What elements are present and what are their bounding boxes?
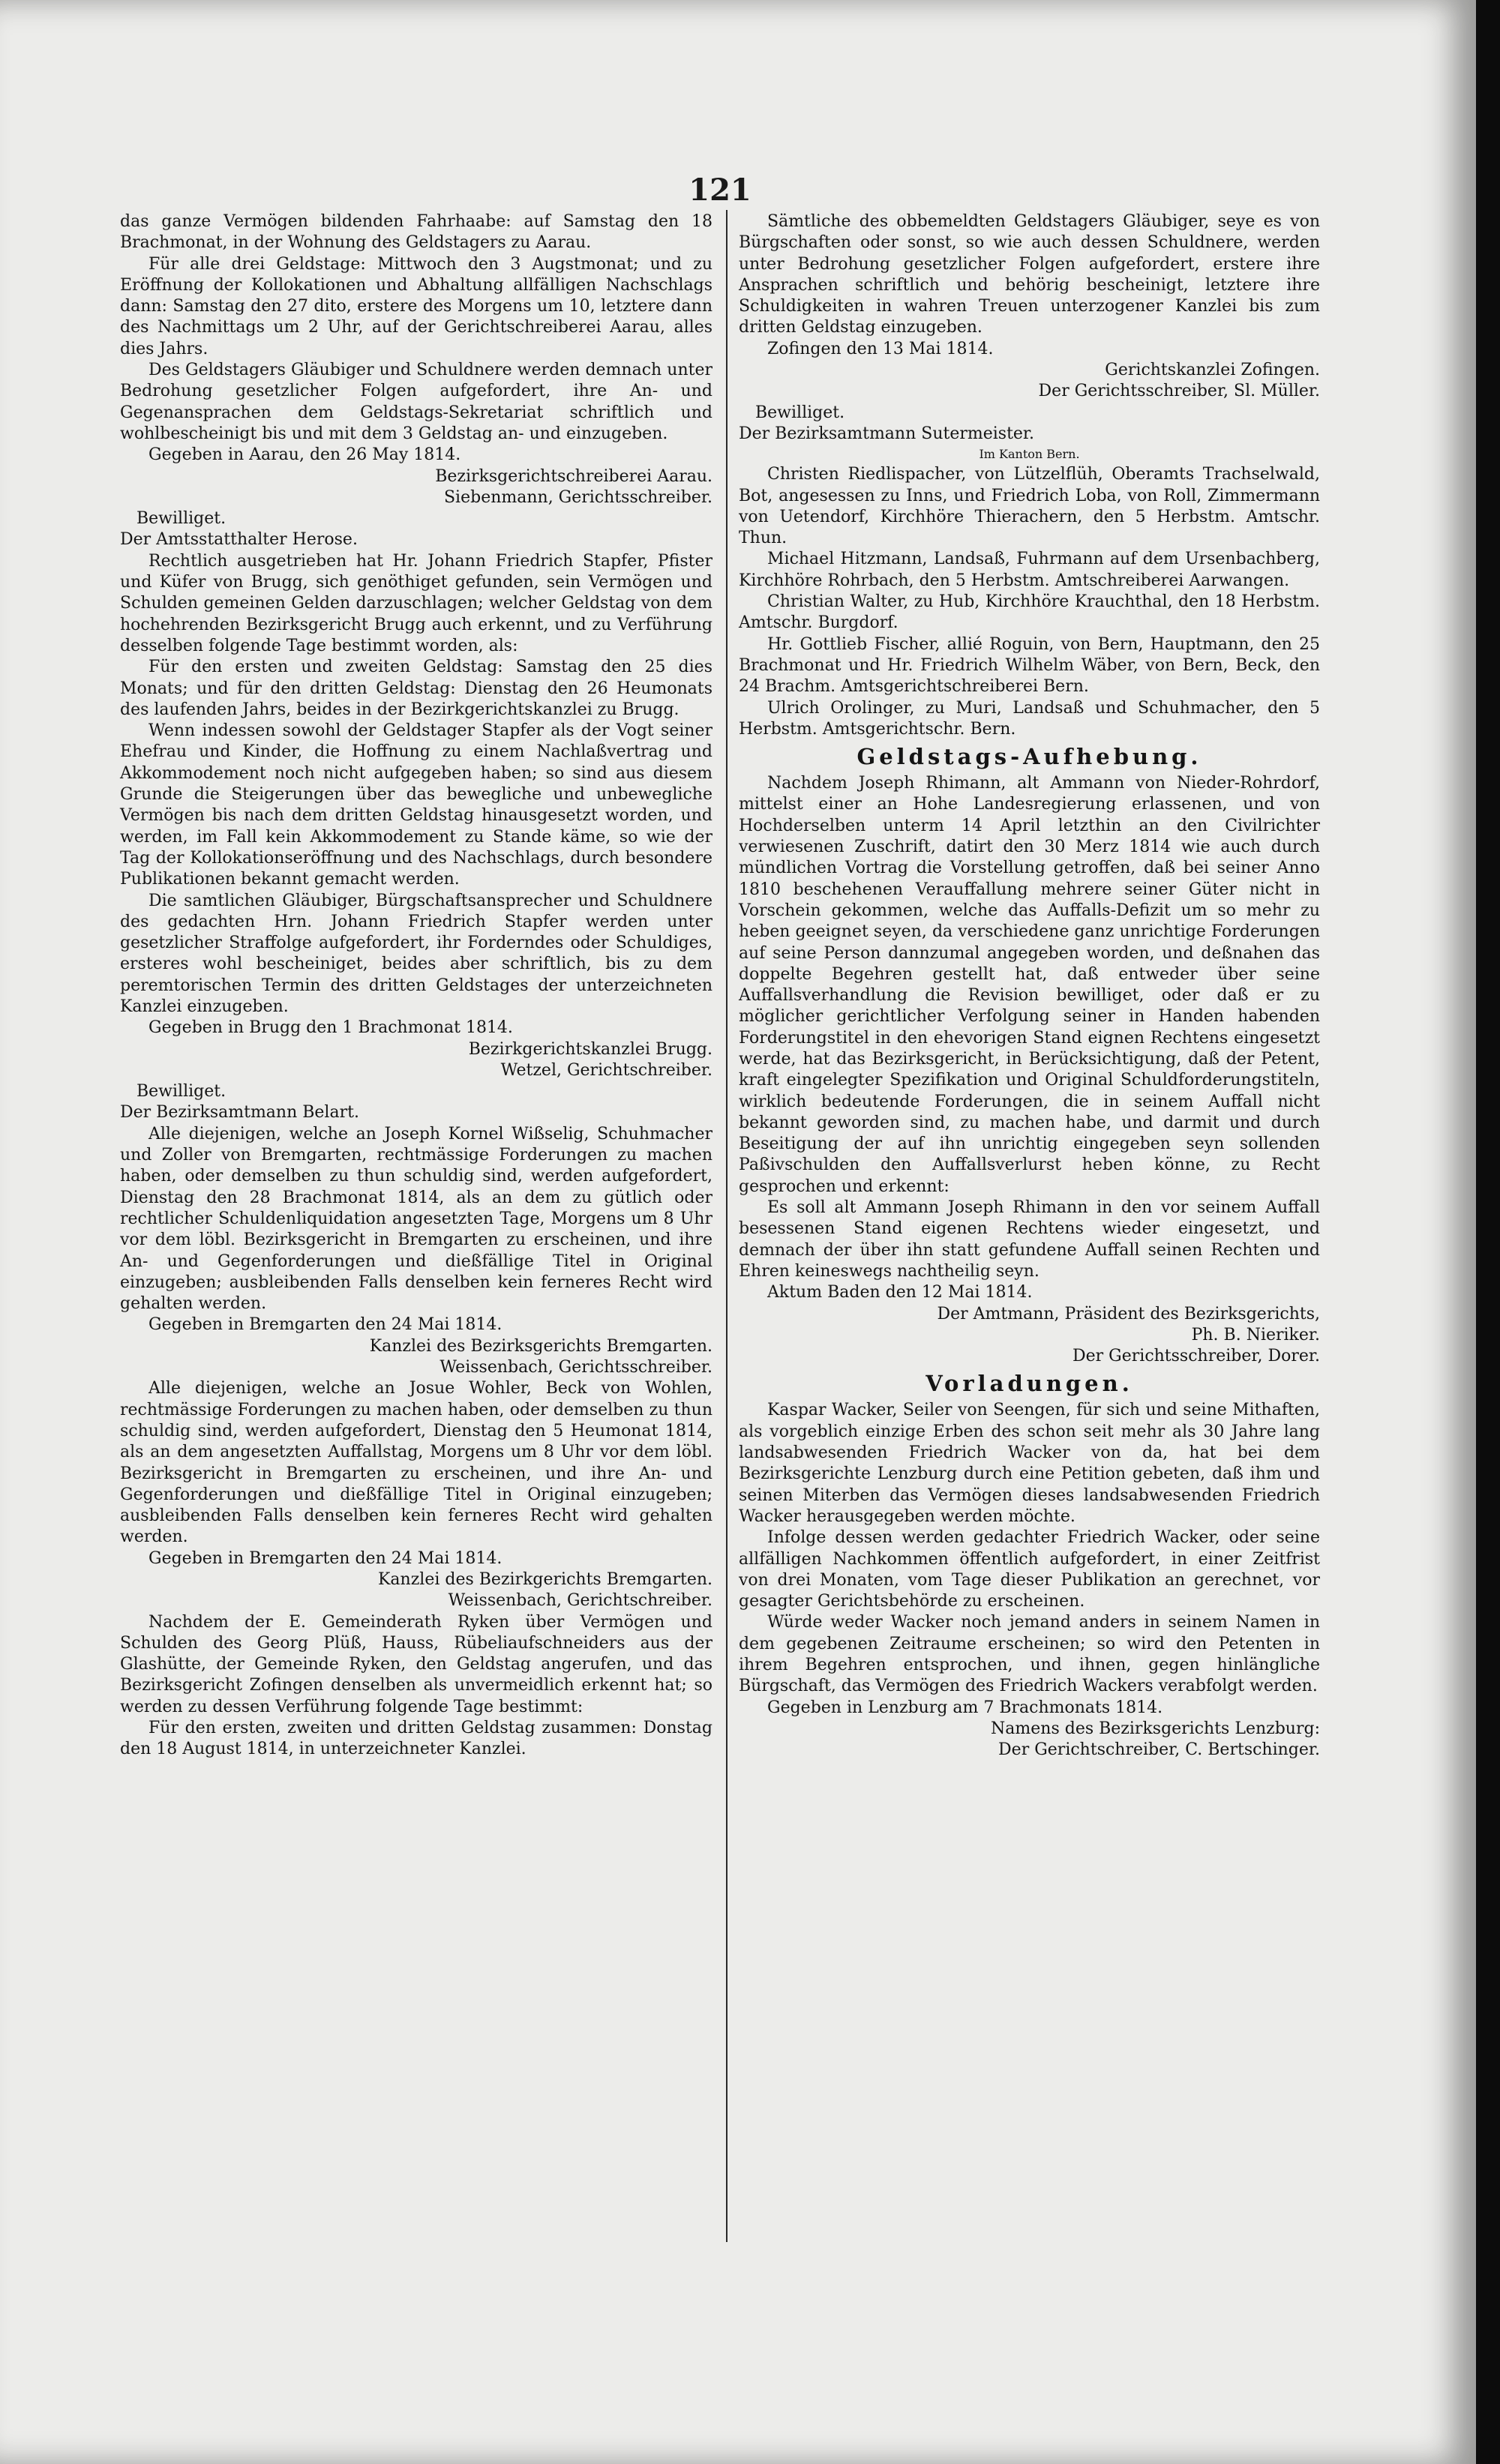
paragraph: Hr. Gottlieb Fischer, allié Roguin, von Bern, Hauptmann, den 25 Brachmonat und Hr. Friedrich Wilhelm Wäber, von Bern, Beck, den 24 Brachm. Amtsgerichtschreiberei Bern. — [739, 634, 1320, 697]
approval-line: Bewilliget. — [755, 403, 845, 422]
paragraph: Nachdem der E. Gemeinderath Ryken über Vermögen und Schulden des Georg Plüß, Hauss, Rübeliaufschneiders aus der Glashütte, der Gemeinde Ryken, den Geldstag angerufen, und das Bezirksgericht Zofingen denselben als unvermeidlich erkennt hat; so werden zu dessen Verführung folgende Tage bestimmt: — [120, 1612, 712, 1716]
paragraph: das ganze Vermögen bildenden Fahrhaabe: auf Samstag den 18 Brachmonat, in der Wohnung des Geldstagers zu Aarau. — [120, 212, 712, 253]
paragraph: Gegeben in Lenzburg am 7 Brachmonats 1814. — [767, 1698, 1163, 1717]
paragraph: Gegeben in Bremgarten den 24 Mai 1814. — [148, 1548, 502, 1568]
approval-line: Bewilliget. — [136, 1082, 226, 1102]
signature-line: Gerichtskanzlei Zofingen. — [1105, 361, 1320, 380]
paragraph: Infolge dessen werden gedachter Friedrich Wacker, oder seine allfälligen Nachkommen öffentlich aufgefordert, in einer Zeitfrist von drei Monaten, vom Tage dieser Publikation an gerechnet, vor gesagter Gerichtsbehörde zu erscheinen. — [739, 1528, 1320, 1611]
signature-line: Ph. B. Nieriker. — [1191, 1325, 1320, 1344]
paragraph: Gegeben in Aarau, den 26 May 1814. — [148, 445, 461, 465]
paragraph: Christian Walter, zu Hub, Kirchhöre Krauchthal, den 18 Herbstm. Amtschr. Burgdorf. — [739, 592, 1320, 633]
paragraph: Die samtlichen Gläubiger, Bürgschaftsansprecher und Schuldnere des gedachten Hrn. Johann Friedrich Stapfer werden unter gesetzlicher Straffolge aufgefordert, ihr Forderndes oder Schuldiges, ersteres wohl bescheiniget, beides aber schriftlich, bis zu dem peremtorischen Termin des dritten Geldstages der unterzeichneten Kanzlei einzugeben. — [120, 891, 712, 1016]
paragraph: Des Geldstagers Gläubiger und Schuldnere werden demnach unter Bedrohung gesetzlicher Folgen aufgefordert, ihre An- und Gegenansprachen dem Geldstags-Sekretariat schriftlich und wohlbescheinigt bis und mit dem 3 Geldstag an- und einzugeben. — [120, 361, 712, 443]
paragraph: Alle diejenigen, welche an Joseph Kornel Wißselig, Schuhmacher und Zoller von Bremgarten, rechtmässige Forderungen zu machen haben, oder demselben zu thun schuldig sind, werden aufgefordert, Dienstag den 28 Brachmonat 1814, als an dem zu gütlich oder rechtlicher Schuldenliquidation angesetzten Tage, Morgens um 8 Uhr vor dem löbl. Bezirksgericht in Bremgarten zu erscheinen, und ihre An- und Gegenforderungen und dießfällige Titel in Original einzugeben; ausbleibenden Falls denselben kein ferneres Recht wird gehalten werden. — [120, 1124, 712, 1314]
paragraph: Christen Riedlispacher, von Lützelflüh, Oberamts Trachselwald, Bot, angesessen zu Inns, und Friedrich Loba, von Roll, Zimmermann von Uetendorf, Kirchhöre Thierachern, den 5 Herbstm. Amtschr. Thun. — [739, 465, 1320, 548]
paragraph: Alle diejenigen, welche an Josue Wohler, Beck von Wohlen, rechtmässige Forderungen zu machen haben, oder demselben zu thun schuldig sind, werden aufgefordert, Dienstag den 5 Heumonat 1814, als an dem angesetzten Auffallstag, Morgens um 8 Uhr vor dem löbl. Bezirksgericht in Bremgarten zu erscheinen, und ihre An- und Gegenforderungen und dießfällige Titel in Original einzugeben; ausbleibenden Falls denselben kein ferneres Recht wird gehalten werden. — [120, 1379, 712, 1547]
paragraph: Sämtliche des obbemeldten Geldstagers Gläubiger, seye es von Bürgschaften oder sonst, so wie auch dessen Schuldnere, werden unter Bedrohung gesetzlicher Folgen aufgefordert, erstere ihre Ansprachen schriftlich und behörig bescheinigt, letztere ihre Schuldigkeiten in wahren Treuen unterzogener Kanzlei bis zum dritten Geldstag einzugeben. — [739, 212, 1320, 337]
paragraph: Nachdem Joseph Rhimann, alt Ammann von Nieder-Rohrdorf, mittelst einer an Hohe Landesregierung erlassenen, und von Hochderselben unterm 14 April letzthin an den Civilrichter verwiesenen Zuschrift, datirt den 30 Merz 1814 wie auch durch mündlichen Vortrag die Vorstellung getroffen, daß bei seiner Anno 1810 beschehenen Verauffallung mehrere seiner Güter nicht in Vorschein gekommen, welche das Auffalls-Defizit um so mehr zu heben geeignet seyen, da verschiedene ganz unrichtige Forderungen auf seine Person dannzumal angegeben worden, und deßnahen das doppelte Begehren gestellt hat, daß entweder über seine Auffallsverhandlung die Revision bewilliget, oder daß er zu möglicher gerichtlicher Verfolgung seiner in Handen habenden Forderungstitel in den ehevorigen Stand eignen Rechtens eingesetzt werde, hat das Bezirksgericht, in Berücksichtigung, daß der Petent, kraft eingelegter Spezifikation und Original Schuldforderungstiteln, wirklich bedeutende Forderungen, die in seinem Auffall nicht bekannt geworden sind, zu machen habe, und darmit und durch Beseitigung der auf ihn unrichtig eingegeben seyn sollenden Paßivschulden den Auffallsverlurst heben könne, zu Recht gesprochen und erkennt: — [739, 774, 1320, 1196]
page-number: 121 — [688, 172, 752, 208]
signature-line: Kanzlei des Bezirkgerichts Bremgarten. — [377, 1570, 712, 1589]
paragraph: Zofingen den 13 Mai 1814. — [767, 339, 994, 358]
approval-line: Bewilliget. — [136, 509, 226, 529]
signature-line: Weissenbach, Gerichtschreiber. — [448, 1591, 712, 1611]
paragraph: Der Bezirksamtmann Belart. — [120, 1103, 359, 1123]
page-edge-shadow — [1476, 0, 1500, 2464]
paragraph: Würde weder Wacker noch jemand anders in seinem Namen in dem gegebenen Zeitraume erscheinen; so wird den Petenten in ihrem Begehren entsprochen, und ihnen, gegen hinlängliche Bürgschaft, das Vermögen des Friedrich Wackers verabfolgt werden. — [739, 1613, 1320, 1696]
paragraph: Der Amtsstatthalter Herose. — [120, 530, 358, 550]
paragraph: Ulrich Orolinger, zu Muri, Landsaß und Schuhmacher, den 5 Herbstm. Amtsgerichtschr. Bern. — [739, 698, 1320, 739]
signature-line: Der Amtmann, Präsident des Bezirksgerichts, — [937, 1304, 1320, 1323]
section-heading: Geldstags-Aufhebung. — [856, 744, 1202, 770]
right-column — [739, 211, 1320, 1761]
signature-line: Der Gerichtsschreiber, Sl. Müller. — [1038, 382, 1320, 401]
column-divider — [726, 210, 728, 2242]
signature-line: Namens des Bezirksgerichts Lenzburg: — [991, 1719, 1320, 1738]
paragraph: Wenn indessen sowohl der Geldstager Stapfer als der Vogt seiner Ehefrau und Kinder, die Hoffnung zu einem Nachlaßvertrag und Akkommodement noch nicht aufgegeben haben; so sind aus diesem Grunde die Steigerungen über das bewegliche und unbewegliche Vermögen bis nach dem dritten Geldstag hinausgesetzt worden, und werden, im Fall kein Akkommodement zu Stande käme, so wie der Tag der Kollokationseröffnung und des Nachschlags, durch besondere Publikationen bekannt gemacht werden. — [120, 721, 712, 889]
signature-line: Der Gerichtsschreiber, Dorer. — [1072, 1347, 1320, 1366]
paragraph: Kaspar Wacker, Seiler von Seengen, für sich und seine Mithaften, als vorgeblich einzige Erben des schon seit mehr als 30 Jahre lang landsabwesenden Friedrich Wacker von da, hat bei dem Bezirksgerichte Lenzburg durch eine Petition gebeten, daß ihm und seinen Miterben das Vermögen dieses landsabwesenden Friedrich Wacker herausgegeben werden möchte. — [739, 1401, 1320, 1526]
paragraph: Für den ersten, zweiten und dritten Geldstag zusammen: Donstag den 18 August 1814, in unterzeichneter Kanzlei. — [120, 1719, 712, 1759]
signature-line: Bezirksgerichtschreiberei Aarau. — [435, 466, 712, 486]
signature-line: Wetzel, Gerichtschreiber. — [500, 1060, 712, 1080]
section-subheading: Im Kanton Bern. — [979, 447, 1080, 462]
paragraph: Michael Hitzmann, Landsaß, Fuhrmann auf dem Ursenbachberg, Kirchhöre Rohrbach, den 5 Herbstm. Amtschreiberei Aarwangen. — [739, 550, 1320, 590]
section-heading: Vorladungen. — [926, 1371, 1133, 1397]
signature-line: Weissenbach, Gerichtsschreiber. — [440, 1358, 712, 1377]
paragraph: Es soll alt Ammann Joseph Rhimann in den vor seinem Auffall besessenen Stand eigenen Rechtens wieder eingesetzt, und demnach der über ihn statt gefundene Auffall seinen Rechten und Ehren keineswegs nachtheilig seyn. — [739, 1198, 1320, 1281]
paragraph: Gegeben in Brugg den 1 Brachmonat 1814. — [148, 1018, 513, 1038]
paragraph: Der Bezirksamtmann Sutermeister. — [739, 424, 1035, 443]
paragraph: Aktum Baden den 12 Mai 1814. — [767, 1283, 1033, 1302]
paragraph: Gegeben in Bremgarten den 24 Mai 1814. — [148, 1315, 502, 1335]
signature-line: Siebenmann, Gerichtsschreiber. — [443, 487, 712, 507]
paragraph: Für den ersten und zweiten Geldstag: Samstag den 25 dies Monats; und für den dritten Geldstag: Dienstag den 26 Heumonats des laufenden Jahrs, beides in der Bezirkgerichtskanzlei zu Brugg. — [120, 658, 712, 719]
paragraph: Für alle drei Geldstage: Mittwoch den 3 Augstmonat; und zu Eröffnung der Kollokationen und Abhaltung allfälligen Nachschlags dann: Samstag den 27 dito, erstere des Morgens um 10, letztere dann des Nachmittags um 2 Uhr, auf der Gerichtschreiberei Aarau, alles dies Jahrs. — [120, 254, 712, 358]
signature-line: Bezirkgerichtskanzlei Brugg. — [468, 1039, 712, 1059]
signature-line: Kanzlei des Bezirksgerichts Bremgarten. — [369, 1336, 712, 1356]
left-column — [120, 211, 712, 1761]
paragraph: Rechtlich ausgetrieben hat Hr. Johann Friedrich Stapfer, Pfister und Küfer von Brugg, sich genöthiget gefunden, sein Vermögen und Schulden gemeinen Gelden darzuschlagen; welcher Geldstag von dem hochehrenden Bezirksgericht Brugg auch erkennt, und zu Verführung desselben folgende Tage bestimmt worden, als: — [120, 551, 712, 655]
signature-line: Der Gerichtschreiber, C. Bertschinger. — [998, 1740, 1320, 1760]
